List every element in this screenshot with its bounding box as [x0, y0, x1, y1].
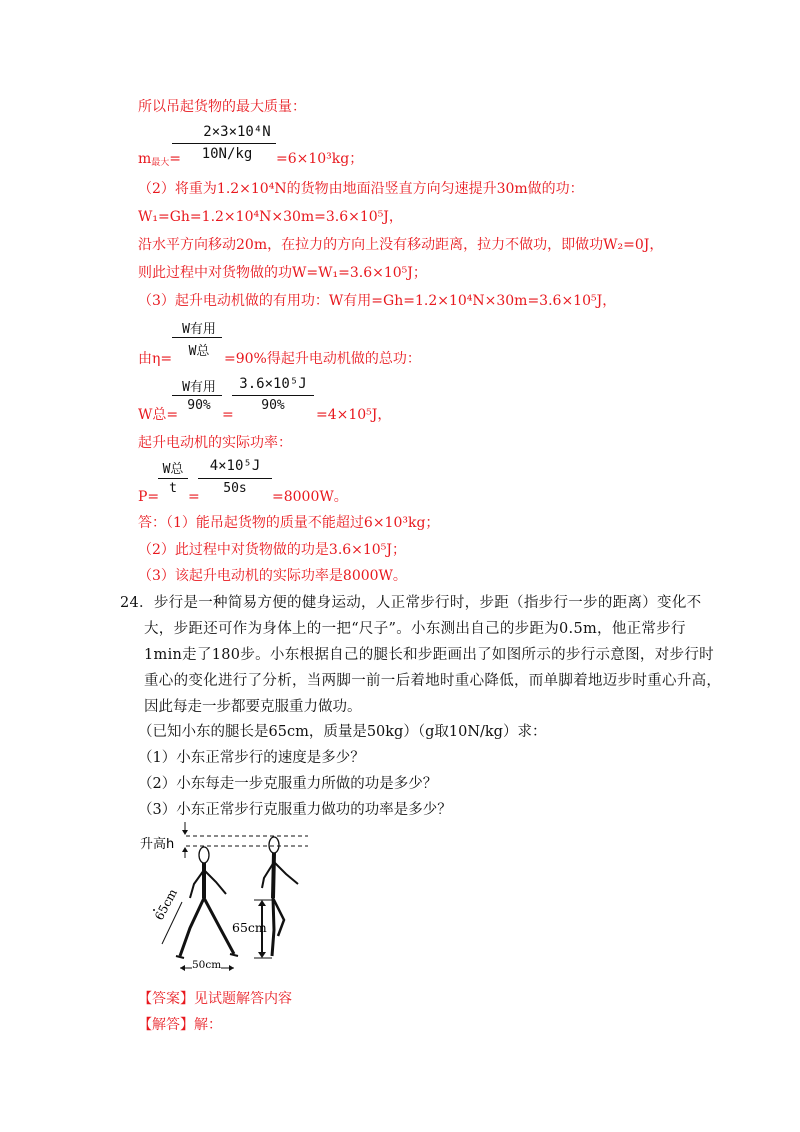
solution-line-wtotal-mid: = [222, 407, 234, 423]
solution-text: 解： [194, 1017, 222, 1033]
solution-line-power-mid: = [188, 489, 200, 505]
solution-tag: 【解答】 [138, 1017, 194, 1033]
question-paragraph-line: 1min走了180步。小东根据自己的腿长和步距画出了如图所示的步行示意图，对步行时 [144, 647, 714, 663]
label-step-width: 50cm [192, 959, 222, 971]
solution-line-max-mass: 所以吊起货物的最大质量： [138, 99, 306, 115]
question-given: （已知小东的腿长是65cm，质量是50kg）（g取10N/kg）求： [138, 724, 547, 740]
fraction-denominator: 50s [223, 481, 247, 496]
fraction-bar [172, 143, 276, 144]
solution-line-m-result: =6×10³kg； [276, 151, 364, 167]
solution-line-power-label: 起升电动机的实际功率： [138, 435, 292, 451]
solution-line-wtotal-result: =4×10⁵J， [316, 407, 392, 423]
question-sub-1: （1）小东正常步行的速度是多少？ [138, 750, 365, 766]
fraction-numerator: W有用 [182, 380, 216, 395]
fraction-bar [172, 395, 222, 396]
fraction-denominator: W总 [188, 344, 210, 359]
fraction-numerator: 3.6×10⁵J [239, 376, 307, 392]
fraction-bar [232, 395, 314, 396]
fraction-bar [172, 337, 222, 338]
fraction-denominator: 10N/kg [201, 146, 253, 162]
question-paragraph-line: 24．步行是一种简易方便的健身运动，人正常步行时，步距（指步行一步的距离）变化不 [120, 595, 702, 611]
fraction-numerator: W总 [162, 462, 184, 477]
answer-text: 见试题解答内容 [194, 991, 292, 1007]
solution-line-total-work: 则此过程中对货物做的功W=W₁=3.6×10⁵J； [138, 265, 427, 281]
question-paragraph-line: 大，步距还可作为身体上的一把“尺子”。小东测出自己的步距为0.5m，他正常步行 [144, 621, 686, 637]
answer-line-3: （3）该起升电动机的实际功率是8000W。 [138, 568, 407, 584]
solution-line-power: P= [138, 489, 160, 505]
fraction-denominator: t [169, 481, 177, 496]
solution-line-part2: （2）将重为1.2×10⁴N的货物由地面沿竖直方向匀速提升30m做的功： [138, 181, 584, 197]
answer-row [138, 990, 292, 1008]
fraction-bar [198, 478, 272, 479]
label-rise-height: 升高h [140, 837, 175, 852]
fraction-denominator: 90% [261, 398, 285, 413]
label-leg-right: 65cm [232, 920, 267, 935]
solution-row [138, 1016, 222, 1034]
fraction-numerator: 2×3×10⁴N [203, 124, 271, 140]
fraction-numerator: 4×10⁵J [209, 458, 261, 474]
answer-tag: 【答案】 [138, 991, 194, 1007]
walking-diagram [138, 820, 318, 980]
label-leg-left: 65cm [152, 886, 181, 923]
solution-line-m-max: $m_{最大}=$ [138, 151, 182, 168]
answer-line-1: 答：（1）能吊起货物的质量不能超过6×10³kg； [138, 515, 440, 531]
question-paragraph-line: 重心的变化进行了分析，当两脚一前一后着地时重心降低，而单脚着地迈步时重心升高， [144, 673, 722, 689]
solution-line-wtotal: W总= [138, 407, 179, 423]
question-paragraph-line: 因此每走一步都要克服重力做功。 [144, 699, 362, 715]
answer-line-2: （2）此过程中对货物做的功是3.6×10⁵J； [138, 542, 406, 558]
question-sub-2: （2）小东每走一步克服重力所做的功是多少？ [138, 776, 438, 792]
solution-line-w1: W₁=Gh=1.2×10⁴N×30m=3.6×10⁵J， [138, 209, 403, 225]
fraction-numerator: W有用 [182, 322, 216, 337]
question-sub-3: （3）小东正常步行克服重力做功的功率是多少？ [138, 802, 452, 818]
solution-line-horizontal: 沿水平方向移动20m，在拉力的方向上没有移动距离，拉力不做功，即做功W₂=0J， [138, 237, 664, 253]
solution-line-eta-suffix: =90%得起升电动机做的总功： [224, 351, 421, 367]
solution-line-eta: 由η= [138, 351, 173, 367]
fraction-bar [158, 478, 188, 479]
solution-line-power-result: =8000W。 [272, 489, 348, 505]
fraction-denominator: 90% [187, 398, 211, 413]
solution-line-part3: （3）起升电动机做的有用功：W有用=Gh=1.2×10⁴N×30m=3.6×10⁵J， [138, 293, 617, 309]
